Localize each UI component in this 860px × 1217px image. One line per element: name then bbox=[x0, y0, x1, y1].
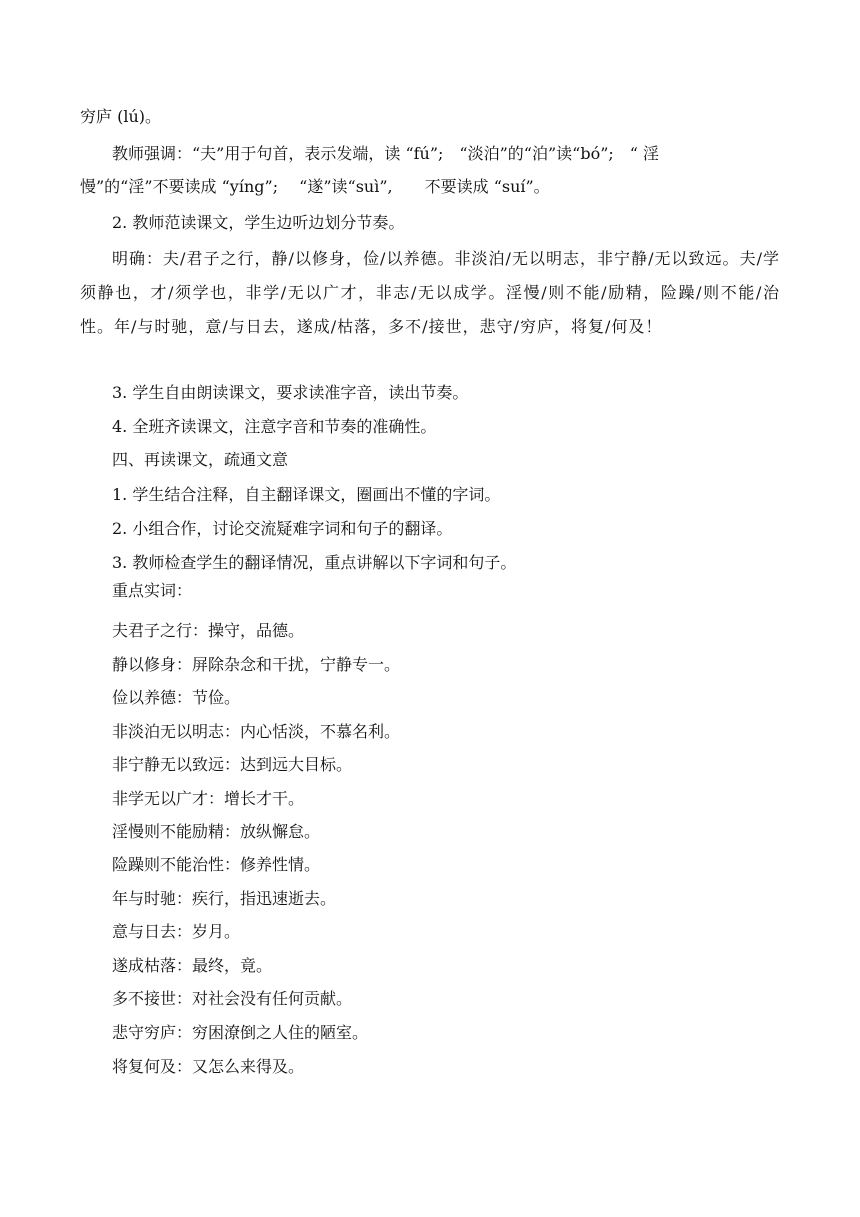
vocab-item: 悲守穷庐：穷困潦倒之人住的陋室。 bbox=[112, 1023, 369, 1042]
vocab-item: 静以修身：屏除杂念和干扰，宁静专一。 bbox=[112, 655, 401, 674]
text-line-teacher-emphasis: 教师强调：“夫”用于句首，表示发端，读 “fú”; “淡泊”的“泊”读“bó”; “ 淫 bbox=[112, 144, 660, 163]
vocab-item: 多不接世：对社会没有任何贡献。 bbox=[112, 989, 353, 1008]
vocab-item: 非淡泊无以明志：内心恬淡，不慕名利。 bbox=[112, 722, 401, 741]
vocab-item: 意与日去：岁月。 bbox=[112, 922, 241, 941]
vocab-item: 非学无以广才：增长才干。 bbox=[112, 789, 305, 808]
vocab-item: 夫君子之行：操守，品德。 bbox=[112, 621, 305, 640]
vocab-item: 险躁则不能治性：修养性情。 bbox=[112, 855, 321, 874]
step-teacher-reading: 2. 教师范读课文，学生边听边划分节奏。 bbox=[112, 213, 405, 232]
vocab-item: 将复何及：又怎么来得及。 bbox=[112, 1057, 305, 1076]
rhythm-paragraph: 明确：夫/君子之行，静/以修身，俭/以养德。非淡泊/无以明志，非宁静/无以致远。夫/学须静也，才/须学也，非学/无以广才，非志/无以成学。淫慢/则不能/励精，险躁/则不能/治性。年/与时驰，意/与日去，遂成/枯落，多不/接世，悲守/穷庐，将复/何及！ bbox=[80, 249, 780, 336]
step-teacher-check: 3. 教师检查学生的翻译情况，重点讲解以下字词和句子。 bbox=[112, 553, 517, 572]
text-line-teacher-emphasis-cont: 慢”的“淫”不要读成 “yíng”; “遂”读“suì”, 不要读成 “suí”。 bbox=[80, 177, 550, 196]
text-line-pronunciation-end: 穷庐 (lú)。 bbox=[80, 107, 161, 126]
step-group-discussion: 2. 小组合作，讨论交流疑难字词和句子的翻译。 bbox=[112, 519, 453, 538]
step-free-reading: 3. 学生自由朗读课文，要求读准字音，读出节奏。 bbox=[112, 383, 469, 402]
vocab-heading: 重点实词： bbox=[112, 581, 193, 600]
vocab-item: 淫慢则不能励精：放纵懈怠。 bbox=[112, 822, 321, 841]
vocab-item: 年与时驰：疾行，指迅速逝去。 bbox=[112, 889, 337, 908]
step-class-reading: 4. 全班齐读课文，注意字音和节奏的准确性。 bbox=[112, 417, 437, 436]
section-heading-translation: 四、再读课文，疏通文意 bbox=[112, 450, 289, 469]
vocab-item: 非宁静无以致远：达到远大目标。 bbox=[112, 755, 353, 774]
vocab-item: 俭以养德：节俭。 bbox=[112, 688, 241, 707]
vocab-item: 遂成枯落：最终，竟。 bbox=[112, 956, 273, 975]
step-self-translation: 1. 学生结合注释，自主翻译课文，圈画出不懂的字词。 bbox=[112, 485, 501, 504]
